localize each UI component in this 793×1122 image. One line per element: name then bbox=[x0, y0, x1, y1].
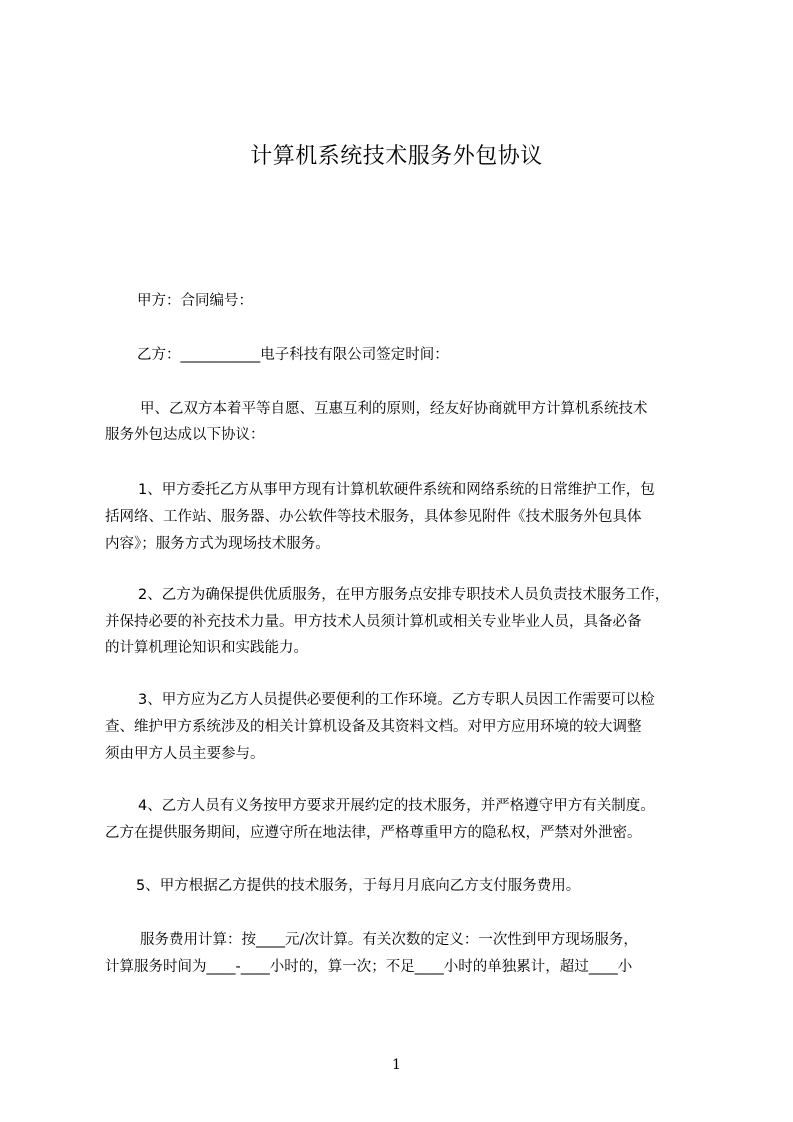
paragraph-line: 并保持必要的补充技术力量。甲方技术人员须计算机或相关专业毕业人员，具备必备 bbox=[105, 614, 642, 630]
paragraph-line: 括网络、工作站、服务器、办公软件等技术服务，具体参见附件《技术服务外包具体 bbox=[105, 509, 642, 525]
paragraph-line: 须由甲方人员主要参与。 bbox=[105, 746, 265, 762]
paragraph-line: 查、维护甲方系统涉及的相关计算机设备及其资料文档。对甲方应用环境的较大调整 bbox=[105, 719, 642, 735]
paragraph-line: 的计算机理论知识和实践能力。 bbox=[105, 640, 308, 656]
paragraph-line: 5、甲方根据乙方提供的技术服务，于每月月底向乙方支付服务费用。 bbox=[136, 878, 581, 894]
paragraph-line: 3、甲方应为乙方人员提供必要便利的工作环境。乙方专职人员因工作需要可以检 bbox=[138, 692, 655, 708]
paragraph-line: 内容》；服务方式为现场技术服务。 bbox=[105, 536, 330, 552]
party-b-line: 乙方：___________电子科技有限公司签定时间： bbox=[137, 347, 449, 363]
document-title: 计算机系统技术服务外包协议 bbox=[250, 144, 543, 169]
paragraph-line: 1、甲方委托乙方从事甲方现有计算机软硬件系统和网络系统的日常维护工作，包 bbox=[138, 482, 655, 498]
party-a-line: 甲方：合同编号： bbox=[137, 293, 253, 309]
paragraph-line: 计算服务时间为____-____小时的，算一次；不足____小时的单独累计，超过____小 bbox=[105, 959, 633, 975]
paragraph-line: 服务外包达成以下协议： bbox=[105, 427, 265, 443]
page-number: 1 bbox=[392, 1057, 401, 1073]
paragraph-line: 4、乙方人员有义务按甲方要求开展约定的技术服务，并严格遵守甲方有关制度。 bbox=[138, 798, 655, 814]
paragraph-line: 甲、乙双方本着平等自愿、互惠互利的原则，经友好协商就甲方计算机系统技术 bbox=[140, 401, 648, 417]
paragraph-line: 乙方在提供服务期间，应遵守所在地法律，严格尊重甲方的隐私权，严禁对外泄密。 bbox=[105, 825, 642, 841]
paragraph-line: 服务费用计算：按____元/次计算。有关次数的定义：一次性到甲方现场服务， bbox=[140, 932, 638, 948]
paragraph-line: 2、乙方为确保提供优质服务，在甲方服务点安排专职技术人员负责技术服务工作， bbox=[138, 587, 670, 603]
